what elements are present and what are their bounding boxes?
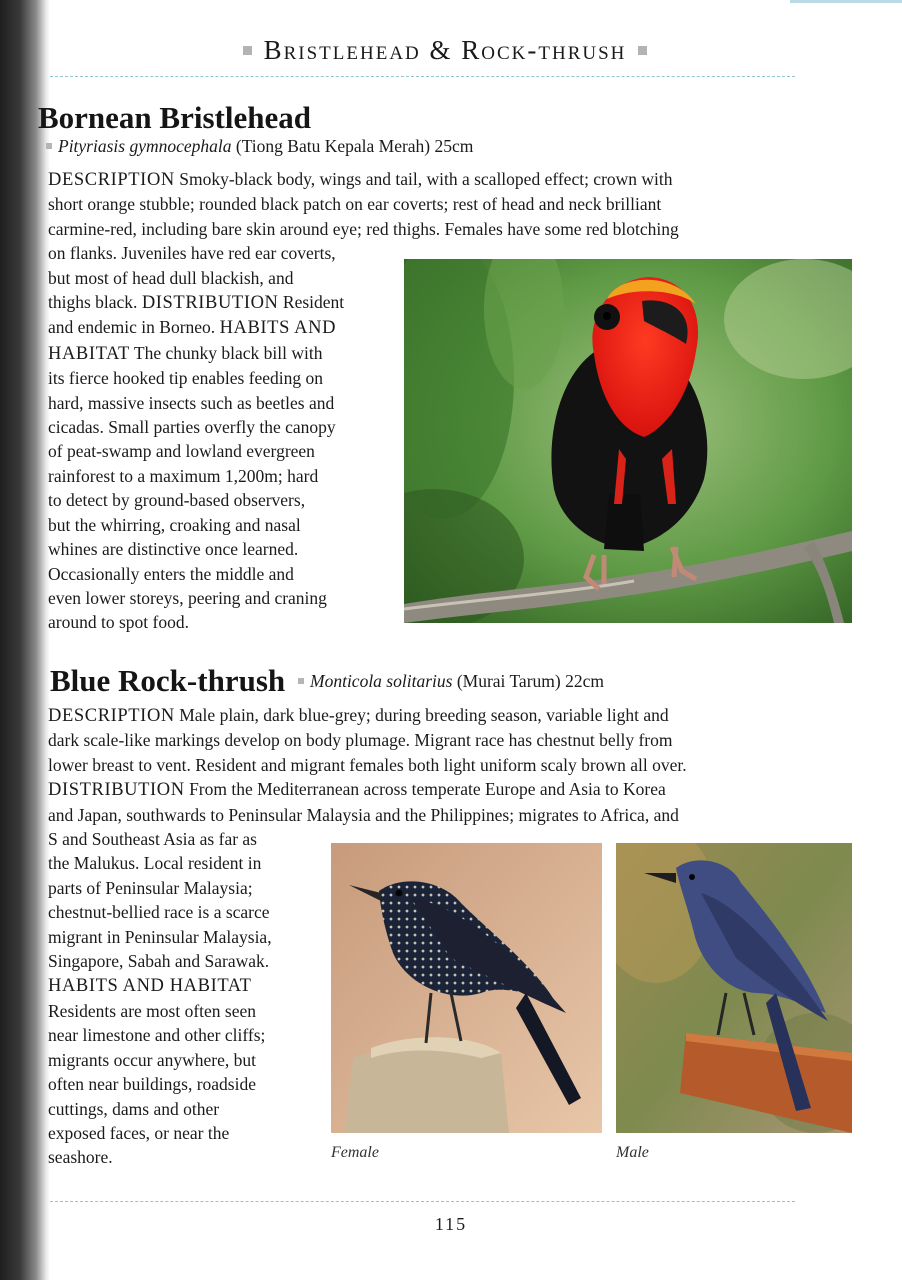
text-line bbox=[48, 803, 687, 827]
body-text: of peat-swamp and lowland evergreen bbox=[48, 441, 315, 462]
body-text: around to spot food. bbox=[48, 612, 189, 633]
text-line bbox=[48, 217, 679, 241]
body-text: Smoky-black body, wings and tail, with a scalloped effect; crown with bbox=[174, 169, 673, 189]
section-label: HABITS AND HABITAT bbox=[48, 976, 252, 997]
body-text: Occasionally enters the middle and bbox=[48, 563, 294, 584]
body-text: and endemic in Borneo. bbox=[48, 317, 220, 338]
footer-rule bbox=[50, 1201, 795, 1202]
body-text: even lower storeys, peering and craning bbox=[48, 587, 327, 608]
section-label: DESCRIPTION bbox=[48, 706, 175, 726]
body-text: whines are distinctive once learned. bbox=[48, 539, 299, 560]
body-text: near limestone and other cliffs; bbox=[48, 1025, 266, 1046]
text-line bbox=[48, 192, 679, 216]
section-label: HABITAT bbox=[48, 343, 130, 364]
local-name-size-bristlehead: (Tiong Batu Kepala Merah) 25cm bbox=[231, 136, 474, 156]
body-text: parts of Peninsular Malaysia; bbox=[48, 877, 253, 898]
body-text: Residents are most often seen bbox=[48, 1000, 257, 1021]
body-text: short orange stubble; rounded black patch on ear coverts; rest of head and neck brilliant bbox=[48, 194, 662, 215]
local-name-size-rock-thrush: (Murai Tarum) 22cm bbox=[452, 671, 604, 691]
species-subtitle-rock-thrush bbox=[298, 671, 604, 692]
text-line bbox=[48, 167, 679, 192]
section-label: HABITS AND bbox=[219, 318, 337, 339]
body-text: exposed faces, or near the bbox=[48, 1122, 230, 1143]
body-text: its fierce hooked tip enables feeding on bbox=[48, 368, 324, 389]
scientific-name-rock-thrush: Monticola solitarius bbox=[310, 671, 453, 691]
top-edge-strip bbox=[790, 0, 902, 3]
text-line bbox=[48, 728, 687, 752]
body-text: cicadas. Small parties overfly the canopy bbox=[48, 417, 336, 438]
text-line bbox=[48, 703, 687, 728]
body-text: lower breast to vent. Resident and migrant females both light uniform scaly brown all over. bbox=[48, 754, 687, 775]
bullet-icon bbox=[46, 143, 52, 149]
section-label: DISTRIBUTION bbox=[141, 293, 279, 314]
text-line bbox=[48, 753, 687, 777]
body-text: and Japan, southwards to Peninsular Malaysia and the Philippines; migrates to Africa, and bbox=[48, 804, 679, 825]
body-text: to detect by ground-based observers, bbox=[48, 490, 306, 511]
body-text: Male plain, dark blue-grey; during breeding season, variable light and bbox=[174, 705, 669, 725]
body-text: migrant in Peninsular Malaysia, bbox=[48, 926, 272, 947]
body-text: carmine-red, including bare skin around eye; red thighs. Females have some red blotching bbox=[48, 218, 679, 239]
text-line bbox=[48, 777, 687, 802]
photo-rock-thrush-male bbox=[616, 843, 852, 1133]
scientific-name-bristlehead: Pityriasis gymnocephala bbox=[58, 136, 232, 156]
header-square-left-icon bbox=[243, 46, 252, 55]
body-text: The chunky black bill with bbox=[129, 342, 323, 363]
body-text: migrants occur anywhere, but bbox=[48, 1049, 256, 1070]
header-rule bbox=[50, 76, 795, 77]
body-text: seashore. bbox=[48, 1147, 113, 1168]
book-spine-shadow bbox=[0, 0, 50, 1280]
body-text: From the Mediterranean across temperate Europe and Asia to Korea bbox=[184, 779, 666, 800]
photo-bornean-bristlehead bbox=[404, 259, 852, 623]
photo-rock-thrush-female bbox=[331, 843, 602, 1133]
body-text: S and Southeast Asia as far as bbox=[48, 829, 257, 850]
caption-male: Male bbox=[616, 1144, 649, 1161]
body-text: dark scale-like markings develop on body plumage. Migrant race has chestnut belly from bbox=[48, 730, 673, 751]
body-text: rainforest to a maximum 1,200m; hard bbox=[48, 465, 319, 486]
page-number: 115 bbox=[434, 1214, 468, 1234]
species-name-bristlehead: Bornean Bristlehead bbox=[38, 100, 311, 135]
body-text: cuttings, dams and other bbox=[48, 1098, 220, 1119]
body-text: hard, massive insects such as beetles and bbox=[48, 392, 335, 413]
body-text: chestnut-bellied race is a scarce bbox=[48, 902, 270, 923]
species-name-rock-thrush: Blue Rock-thrush bbox=[50, 663, 286, 698]
body-text: Singapore, Sabah and Sarawak. bbox=[48, 951, 270, 972]
running-header bbox=[50, 30, 840, 70]
body-text: often near buildings, roadside bbox=[48, 1074, 257, 1095]
section-label: DESCRIPTION bbox=[48, 170, 175, 190]
body-text: on flanks. Juveniles have red ear coverts, bbox=[48, 243, 336, 264]
bullet-icon bbox=[298, 678, 304, 684]
body-text: the Malukus. Local resident in bbox=[48, 853, 262, 874]
section-label: DISTRIBUTION bbox=[48, 780, 185, 801]
header-title: Bristlehead & Rock-thrush bbox=[263, 34, 627, 65]
body-text: Resident bbox=[278, 292, 345, 313]
caption-female: Female bbox=[331, 1144, 379, 1161]
body-text: but the whirring, croaking and nasal bbox=[48, 514, 301, 535]
body-text: thighs black. bbox=[48, 292, 142, 313]
header-square-right-icon bbox=[638, 46, 647, 55]
species-subtitle-bristlehead bbox=[46, 136, 473, 157]
body-text: but most of head dull blackish, and bbox=[48, 267, 294, 288]
